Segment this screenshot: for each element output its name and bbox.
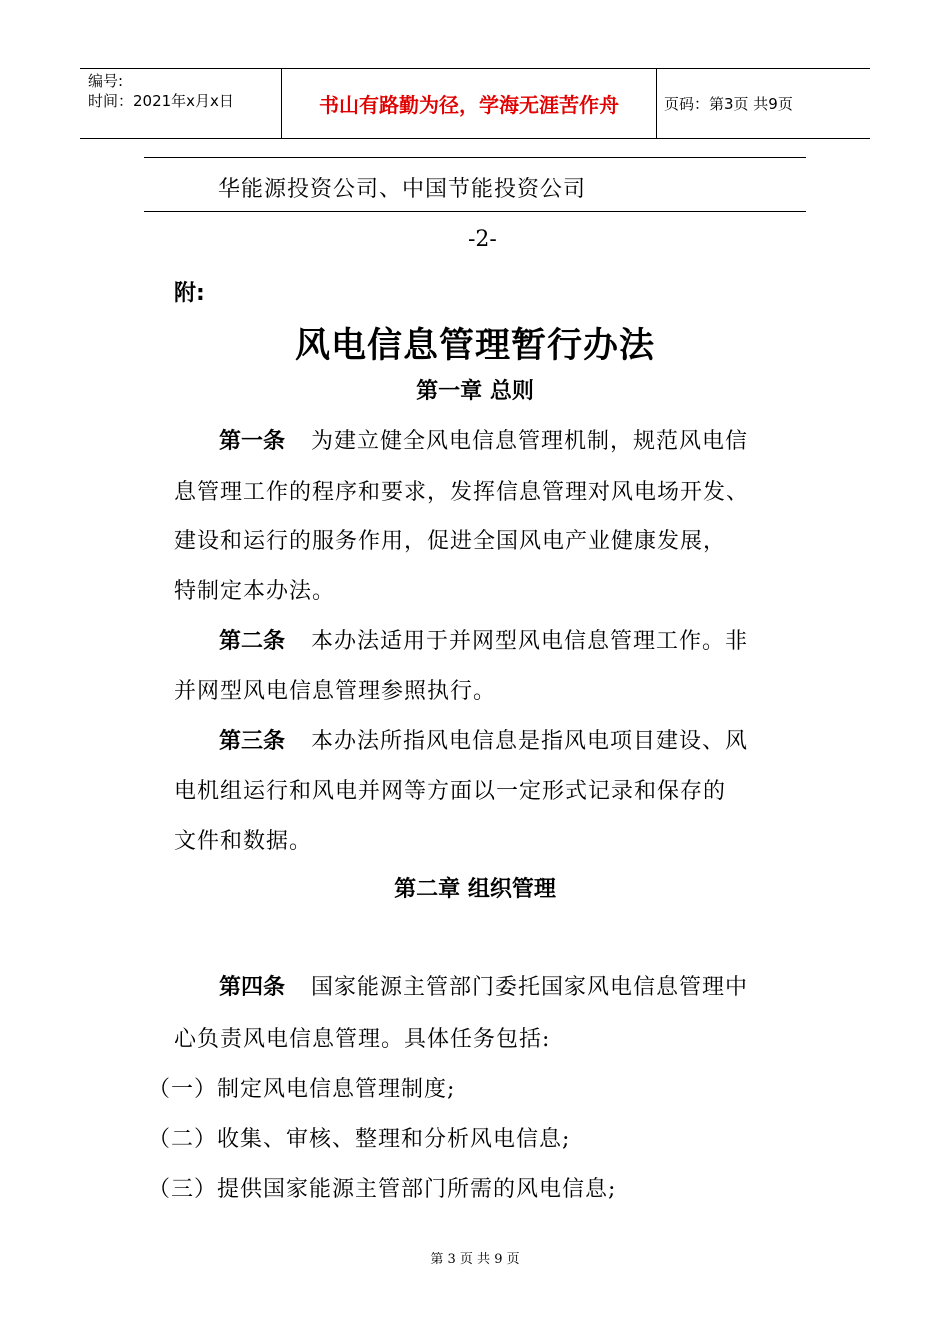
time-label: 时间：2021年x月x日 (88, 92, 234, 110)
bottom-divider (144, 211, 806, 212)
paragraph-line: 电机组运行和风电并网等方面以一定形式记录和保存的 (174, 779, 727, 804)
paragraph-line: 息管理工作的程序和要求，发挥信息管理对风电场开发、 (174, 480, 750, 505)
paragraph-line (219, 724, 748, 755)
paragraph-text: 为建立健全风电信息管理机制，规范风电信 (311, 429, 749, 454)
motto: 书山有路勤为径，学海无涯苦作舟 (281, 69, 657, 138)
document-title: 风电信息管理暂行办法 (294, 325, 655, 366)
paragraph-line: 建设和运行的服务作用，促进全国风电产业健康发展， (174, 529, 727, 554)
chapter-heading: 第一章 总则 (416, 379, 534, 404)
article-label: 第三条 (219, 729, 286, 754)
paragraph-line: 文件和数据。 (174, 829, 313, 854)
paragraph-line: 心负责风电信息管理。具体任务包括: (174, 1027, 551, 1052)
article-label: 第一条 (219, 429, 286, 454)
article-label: 第二条 (219, 629, 286, 654)
paragraph-line (219, 970, 748, 1001)
list-item: （三）提供国家能源主管部门所需的风电信息; (148, 1177, 617, 1202)
page-label: 页码：第3页 共9页 (664, 95, 793, 113)
org-line: 华能源投资公司、中国节能投资公司 (218, 177, 587, 202)
page-number: -2- (468, 227, 497, 252)
paragraph-text: 本办法所指风电信息是指风电项目建设、风 (311, 729, 749, 754)
list-item: （一）制定风电信息管理制度; (148, 1077, 456, 1102)
article-label: 第四条 (219, 975, 286, 1000)
header-table (80, 68, 870, 139)
list-item: （二）收集、审核、整理和分析风电信息; (148, 1127, 571, 1152)
chapter-heading: 第二章 组织管理 (394, 877, 556, 902)
top-divider (144, 157, 806, 158)
paragraph-line (219, 624, 748, 655)
paragraph-text: 本办法适用于并网型风电信息管理工作。非 (311, 629, 749, 654)
page-footer: 第 3 页 共 9 页 (430, 1252, 520, 1267)
paragraph-line (219, 424, 748, 455)
appendix-label: 附: (174, 281, 205, 306)
header-info-cell (80, 69, 281, 138)
paragraph-line: 特制定本办法。 (174, 579, 336, 604)
paragraph-text: 国家能源主管部门委托国家风电信息管理中 (311, 975, 749, 1000)
paragraph-line: 并网型风电信息管理参照执行。 (174, 679, 497, 704)
number-label: 编号: (88, 72, 124, 90)
